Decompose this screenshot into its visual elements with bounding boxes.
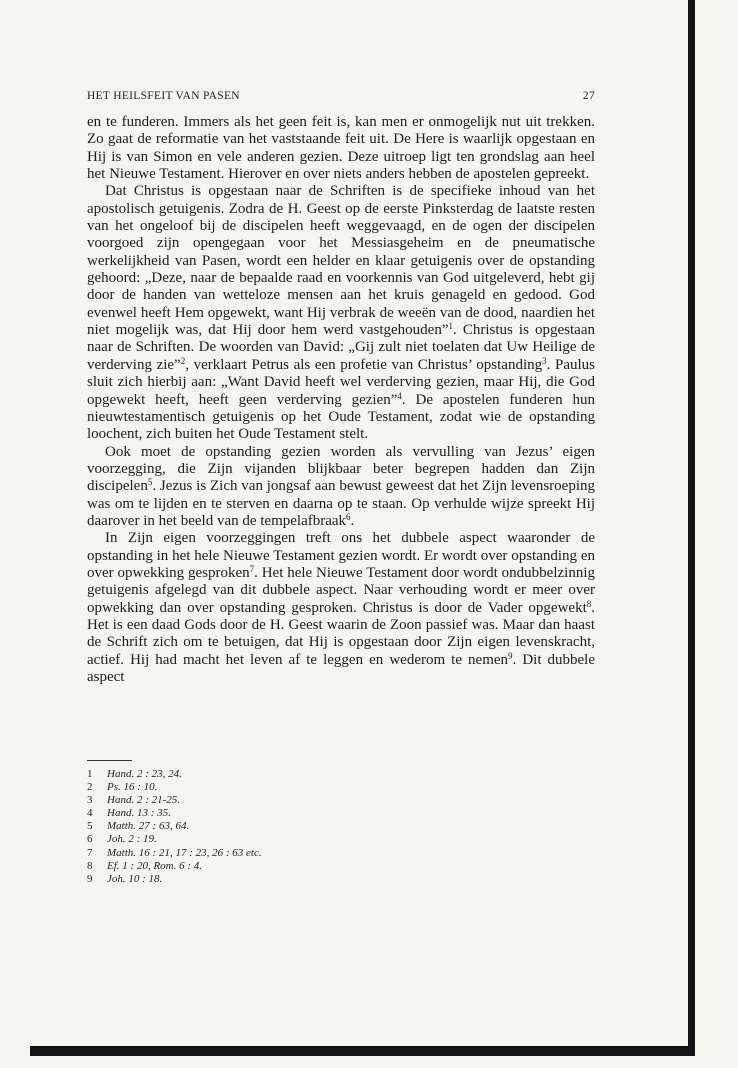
paragraph-text: . Het is een daad Gods door de H. Geest waarin de Zoon passief was. Maar dan haast de Schrift zich om te betuigen, dat Hij is opgestaan door Zijn eigen levenskracht, actief. Hij had macht het leven af te leggen en wederom te nemen [87,599,595,668]
footnote-reference: Joh. 10 : 18. [107,872,163,885]
footnote-marker: 5 [147,477,153,488]
footnote-marker: 7 [249,563,255,574]
footnote-reference: Joh. 2 : 19. [107,833,157,846]
footnotes [87,768,487,886]
footnote-reference: Hand. 2 : 21-25. [107,794,181,807]
footnote-rule [87,760,132,761]
footnote-number: 5 [87,820,93,833]
running-header [87,90,595,102]
footnote-number: 3 [87,794,93,807]
paragraph-text: . Het hele Nieuwe Testament door wordt ondubbelzinnig getuigenis afgelegd van dit dubbele aspect. Naar verhouding wordt er meer over opwekking dan over opstanding gesproken. Christus is door de Vader opgewekt [87,564,595,616]
scan-edge-right [688,0,695,1048]
paragraph-text: . Jezus is Zich van jongsaf aan bewust geweest dat het Zijn levensroeping was om te lijden en te sterven en daarna op te staan. Op verhulde wijze spreekt Hij daarover in het beeld van de tempelafbraak [87,478,595,529]
paragraph-text: Ook moet de opstanding gezien worden als vervulling van Jezus’ eigen voorzegging, die Zijn vijanden blijkbaar beter begrepen hadden dan Zijn discipelen [87,443,595,495]
footnote-number: 2 [87,781,93,794]
footnote-number: 6 [87,833,93,846]
footnote-marker: 6 [346,511,351,522]
footnote [87,781,487,794]
paragraph-text: . [350,512,355,529]
paragraph-text: . Christus is opgestaan naar de Schriften. De woorden van David: „Gij zult niet toelaten dat Uw Heilige de verderving zie” [87,322,595,373]
footnote-marker: 1 [448,321,453,332]
footnote-number: 8 [87,859,93,872]
paragraph-text: . Dit dubbele aspect [87,651,596,685]
footnote-reference: Ps. 16 : 10. [107,781,158,794]
paragraph-text: . Paulus sluit zich hierbij aan: „Want David heeft wel verderving gezien, maar Hij, die God opgewekt heeft, heeft geen verderving gezien” [87,356,596,408]
footnote [87,820,487,833]
footnote [87,768,487,781]
paragraph [87,183,595,443]
footnote [87,807,487,820]
footnote [87,794,487,807]
footnote-reference: Ef. 1 : 20, Rom. 6 : 4. [107,859,203,872]
scan-edge-bottom [30,1046,695,1056]
body-text [87,114,595,686]
paragraph-text: Dat Christus is opgestaan naar de Schriften is de specifieke inhoud van het apostolisch getuigenis. Zodra de H. Geest op de eerste Pinksterdag de laatste resten van het ongeloof bij de discipelen heeft weggevaagd, en de ogen der discipelen voorgoed zijn opengegaan voor het Messiasgeheim en de pneumatische werkelijkheid van Pasen, wordt een helder en klaar getuigenis over de opstanding gehoord: „Deze, naar de bepaalde raad en voorkennis van God uitgeleverd, hebt gij door de handen van wetteloze mensen aan het kruis genageld en gedood. God evenwel heeft Hem opgewekt, want Hij verbrak de weeën van de dood, naardien het niet mogelijk was, dat Hij door hem werd vastgehouden” [87,183,595,339]
footnote-reference: Matth. 27 : 63, 64. [107,820,190,833]
footnote-number: 9 [87,872,93,885]
footnote-reference: Hand. 13 : 35. [107,807,171,820]
footnote-marker: 2 [180,355,186,366]
footnote [87,873,487,886]
paragraph-text: en te funderen. Immers als het geen feit is, kan men er onmogelijk nut uit trekken. Zo gaat de reformatie van het vaststaande feit uit. De Here is waarlijk opgestaan en Hij is van Simon en vele anderen gezien. Deze uitroep ligt ten grondslag aan heel het Nieuwe Testament. Hierover en over niets anders hebben de apostelen gepreekt. [87,114,595,183]
footnote [87,860,487,873]
paragraph-text: In Zijn eigen voorzeggingen treft ons het dubbele aspect waaronder de opstanding in het hele Nieuwe Testament gezien wordt. Er wordt over opstanding en over opwekking gesproken [87,530,595,581]
footnote-reference: Hand. 2 : 23, 24. [107,768,182,780]
footnote-reference: Matth. 16 : 21, 17 : 23, 26 : 63 etc. [107,846,262,859]
paragraph [87,444,595,531]
footnote-marker: 3 [542,355,547,366]
footnote [87,833,487,846]
paragraph [87,114,595,183]
footnote-marker: 8 [586,598,592,609]
running-title: HET HEILSFEIT VAN PASEN [87,90,240,102]
footnote-number: 4 [87,807,93,820]
paragraph-text: . De apostelen funderen hun nieuwtestamentisch getuigenis op het Oude Testament, zodat wie de opstanding loochent, zich buiten het Oude Testament stelt. [87,391,595,443]
paragraph-text: , verklaart Petrus als een profetie van Christus’ opstanding [185,356,543,373]
paragraph [87,530,595,686]
footnote [87,847,487,860]
footnote-number: 1 [87,768,93,780]
footnote-marker: 9 [508,650,513,661]
page-number: 27 [582,90,595,102]
footnote-number: 7 [87,846,93,859]
footnote-marker: 4 [397,390,402,401]
